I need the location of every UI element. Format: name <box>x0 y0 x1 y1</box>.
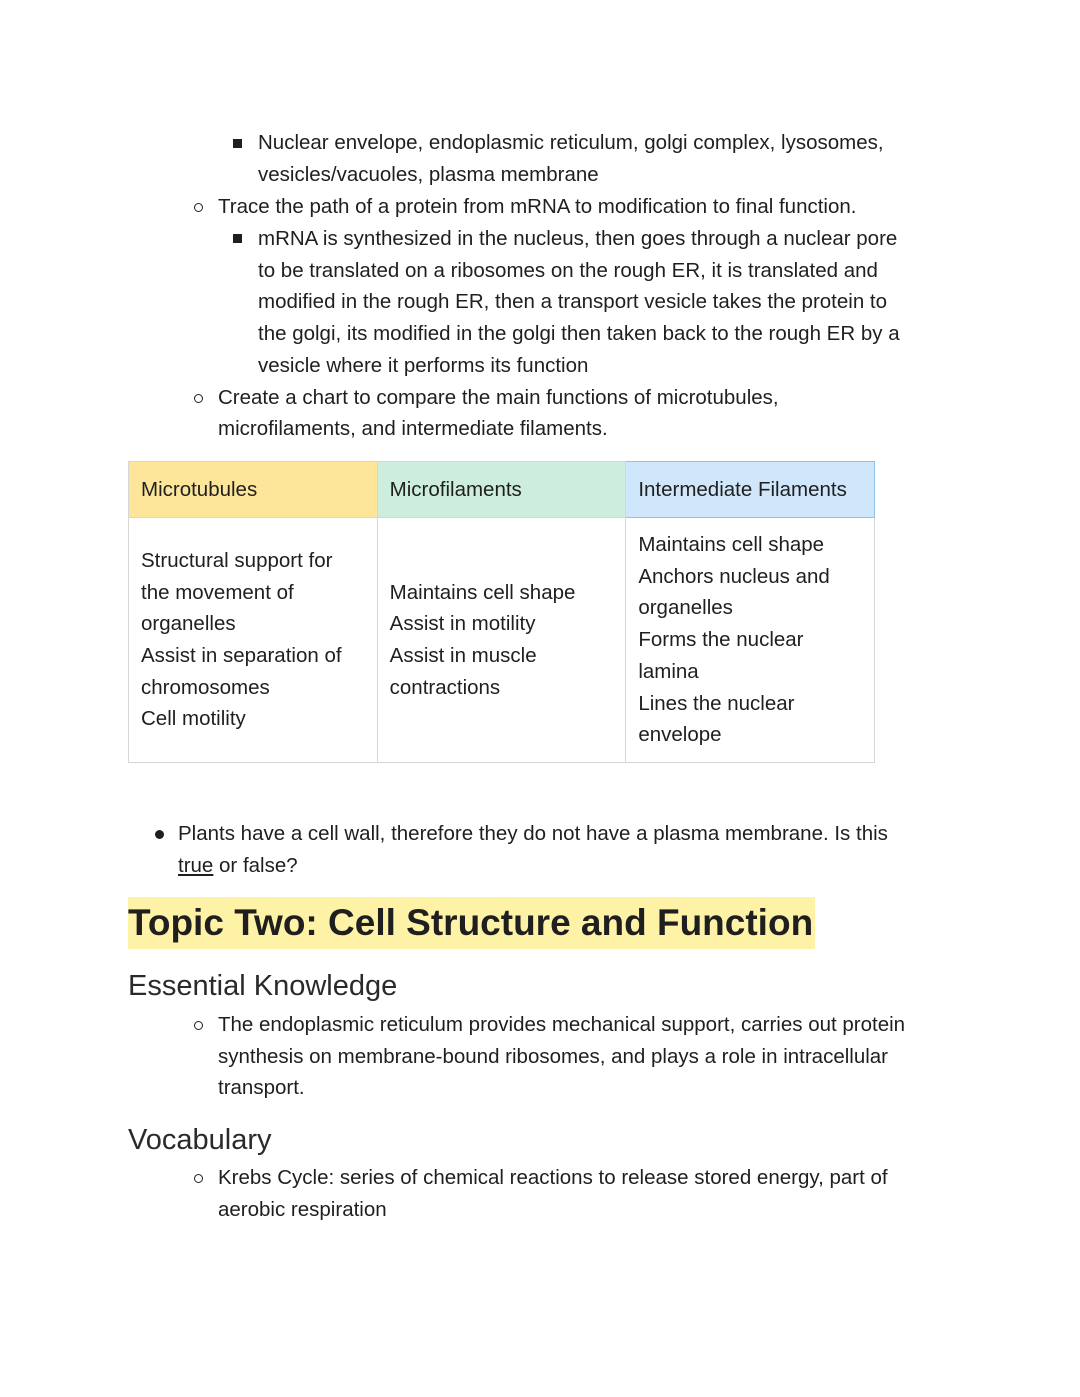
trace-answer-line: to be translated on a ribosomes on the rough ER, it is translated and <box>258 259 878 282</box>
cell-line: Anchors nucleus and <box>638 564 830 588</box>
cell-line: organelles <box>638 596 733 620</box>
cell-line: Assist in separation of <box>141 644 342 667</box>
header-microtubules: Microtubules <box>129 462 378 518</box>
circle-bullet-icon <box>194 1174 203 1183</box>
plants-question-line-1: Plants have a cell wall, therefore they do not have a plasma membrane. Is this <box>178 822 888 845</box>
cell-line: envelope <box>638 723 722 747</box>
cell-line: Cell motility <box>141 707 246 731</box>
vocabulary-line: Krebs Cycle: series of chemical reactions to release stored energy, part of <box>218 1166 888 1189</box>
comparison-table <box>128 461 875 763</box>
trace-answer-line: mRNA is synthesized in the nucleus, then goes through a nuclear pore <box>258 227 898 250</box>
square-bullet-icon <box>233 139 242 148</box>
cell-line: Assist in motility <box>389 612 536 636</box>
essential-line: synthesis on membrane-bound ribosomes, and plays a role in intracellular <box>218 1045 889 1068</box>
cell-line: chromosomes <box>141 675 270 699</box>
cell-line: Assist in muscle <box>389 644 537 667</box>
cell-microfilaments <box>377 518 626 763</box>
chart-prompt-line: microfilaments, and intermediate filaments. <box>218 417 608 440</box>
organelles-line-1: Nuclear envelope, endoplasmic reticulum, golgi complex, lysosomes, <box>258 131 884 154</box>
organelles-line-2: vesicles/vacuoles, plasma membrane <box>258 163 599 186</box>
chart-prompt-line: Create a chart to compare the main functions of microtubules, <box>218 386 779 409</box>
trace-answer-line: vesicle where it performs its function <box>258 354 589 377</box>
circle-bullet-icon <box>194 394 203 403</box>
round-bullet-icon <box>155 830 164 839</box>
answer-true: true <box>178 854 214 877</box>
trace-answer-line: modified in the rough ER, then a transport vesicle takes the protein to <box>258 290 888 313</box>
essential-line: The endoplasmic reticulum provides mechanical support, carries out protein <box>218 1013 906 1036</box>
table-header-row <box>129 462 875 518</box>
vocabulary-heading: Vocabulary <box>128 1124 272 1156</box>
essential-line: transport. <box>218 1076 305 1099</box>
plants-question-line-2 <box>178 850 298 882</box>
essential-knowledge-heading: Essential Knowledge <box>128 970 398 1002</box>
cell-microtubules <box>129 518 378 763</box>
answer-rest: or false? <box>213 854 298 877</box>
cell-line: Forms the nuclear <box>638 628 804 652</box>
square-bullet-icon <box>233 234 242 243</box>
vocabulary-line: aerobic respiration <box>218 1198 387 1221</box>
table-row <box>129 518 875 763</box>
cell-line: Maintains cell shape <box>389 580 576 604</box>
cell-line: Structural support for <box>141 548 333 572</box>
cell-line: organelles <box>141 612 236 636</box>
topic-title: Topic Two: Cell Structure and Function <box>128 897 815 949</box>
cell-intermediate-filaments <box>626 518 875 763</box>
circle-bullet-icon <box>194 203 203 212</box>
header-intermediate-filaments: Intermediate Filaments <box>626 462 875 518</box>
header-microfilaments: Microfilaments <box>377 462 626 518</box>
trace-answer-line: the golgi, its modified in the golgi then taken back to the rough ER by a <box>258 322 900 345</box>
cell-line: lamina <box>638 659 699 683</box>
trace-question: Trace the path of a protein from mRNA to modification to final function. <box>218 195 857 218</box>
cell-line: the movement of <box>141 580 294 604</box>
cell-line: Lines the nuclear <box>638 691 795 715</box>
cell-line: contractions <box>389 675 501 699</box>
circle-bullet-icon <box>194 1021 203 1030</box>
cell-line: Maintains cell shape <box>638 533 825 557</box>
